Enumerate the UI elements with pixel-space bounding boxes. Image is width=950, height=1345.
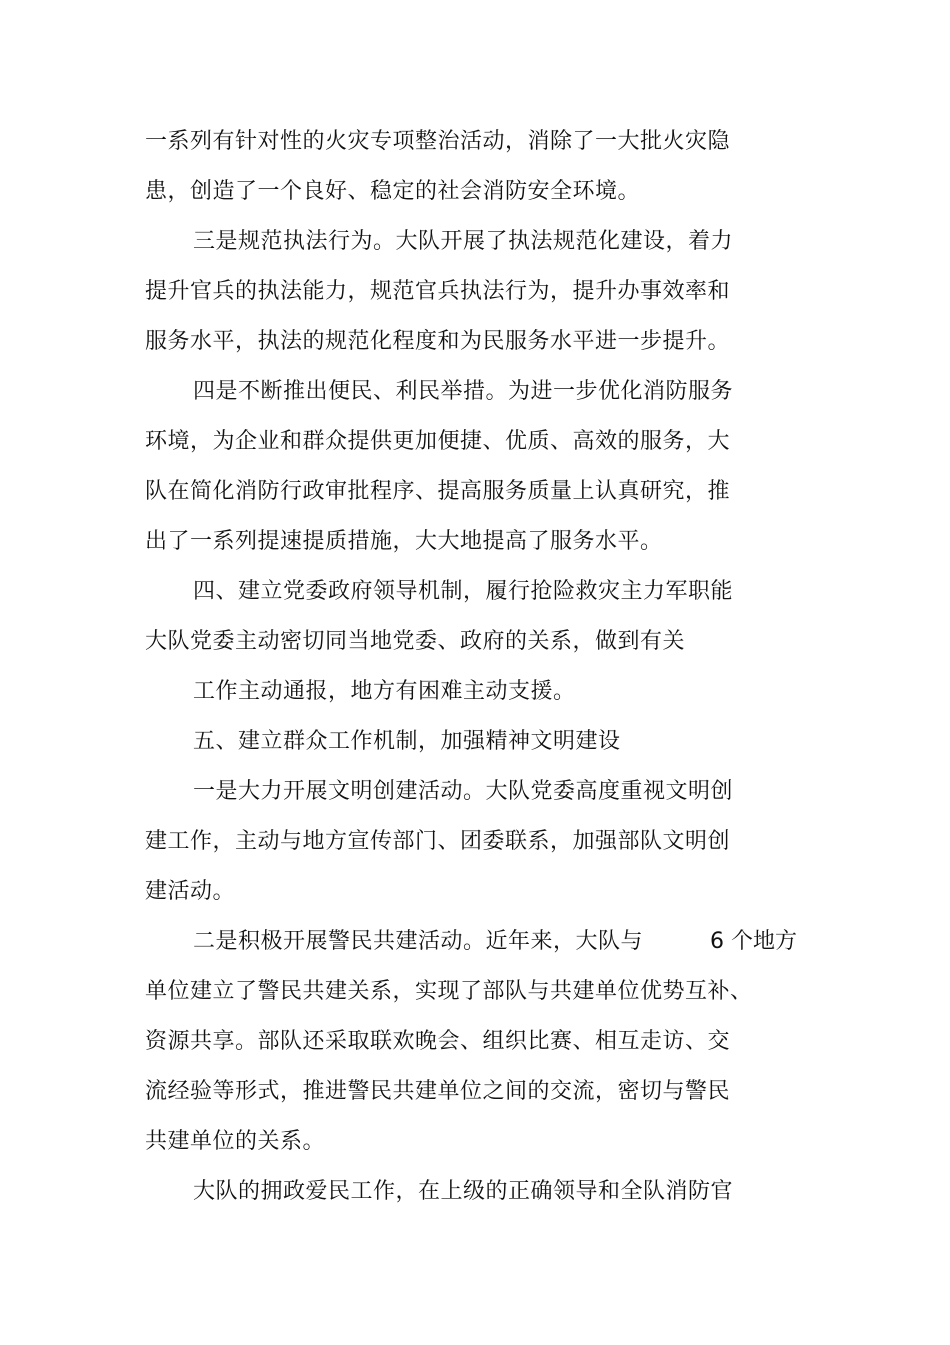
text-line-20: 流经验等形式，推进警民共建单位之间的交流，密切与警民 [145, 1079, 731, 1104]
text-line-1: 一系列有针对性的火灾专项整治活动，消除了一大批火灾隐 [145, 129, 731, 154]
text-line-15: 建工作，主动与地方宣传部门、团委联系，加强部队文明创 [145, 829, 731, 854]
text-line-17: 二是积极开展警民共建活动。近年来，大队与 [193, 929, 644, 954]
text-line-16: 建活动。 [145, 879, 236, 904]
text-line-14: 一是大力开展文明创建活动。大队党委高度重视文明创 [193, 779, 734, 804]
text-line-21: 共建单位的关系。 [145, 1129, 326, 1154]
section-heading-4: 四、建立党委政府领导机制，履行抢险救灾主力军职能 [193, 579, 734, 604]
text-line-2: 患，创造了一个良好、稳定的社会消防安全环境。 [145, 179, 641, 204]
text-line-22: 大队的拥政爱民工作，在上级的正确领导和全队消防官 [193, 1179, 734, 1204]
text-line-18: 单位建立了警民共建关系，实现了部队与共建单位优势互补、 [145, 979, 753, 1004]
inline-number-text: 6 个地方 [710, 929, 797, 954]
text-line-11: 大队党委主动密切同当地党委、政府的关系，做到有关 [145, 629, 686, 654]
text-line-12: 工作主动通报，地方有困难主动支援。 [193, 679, 576, 704]
text-line-8: 队在简化消防行政审批程序、提高服务质量上认真研究，推 [145, 479, 731, 504]
text-line-19: 资源共享。部队还采取联欢晚会、组织比赛、相互走访、交 [145, 1029, 731, 1054]
section-heading-5: 五、建立群众工作机制，加强精神文明建设 [193, 729, 621, 754]
text-line-4: 提升官兵的执法能力，规范官兵执法行为，提升办事效率和 [145, 279, 731, 304]
text-line-6: 四是不断推出便民、利民举措。为进一步优化消防服务 [193, 379, 734, 404]
text-line-5: 服务水平，执法的规范化程度和为民服务水平进一步提升。 [145, 329, 731, 354]
text-line-3: 三是规范执法行为。大队开展了执法规范化建设，着力 [193, 229, 734, 254]
text-line-9: 出了一系列提速提质措施，大大地提高了服务水平。 [145, 529, 663, 554]
text-line-7: 环境，为企业和群众提供更加便捷、优质、高效的服务，大 [145, 429, 731, 454]
